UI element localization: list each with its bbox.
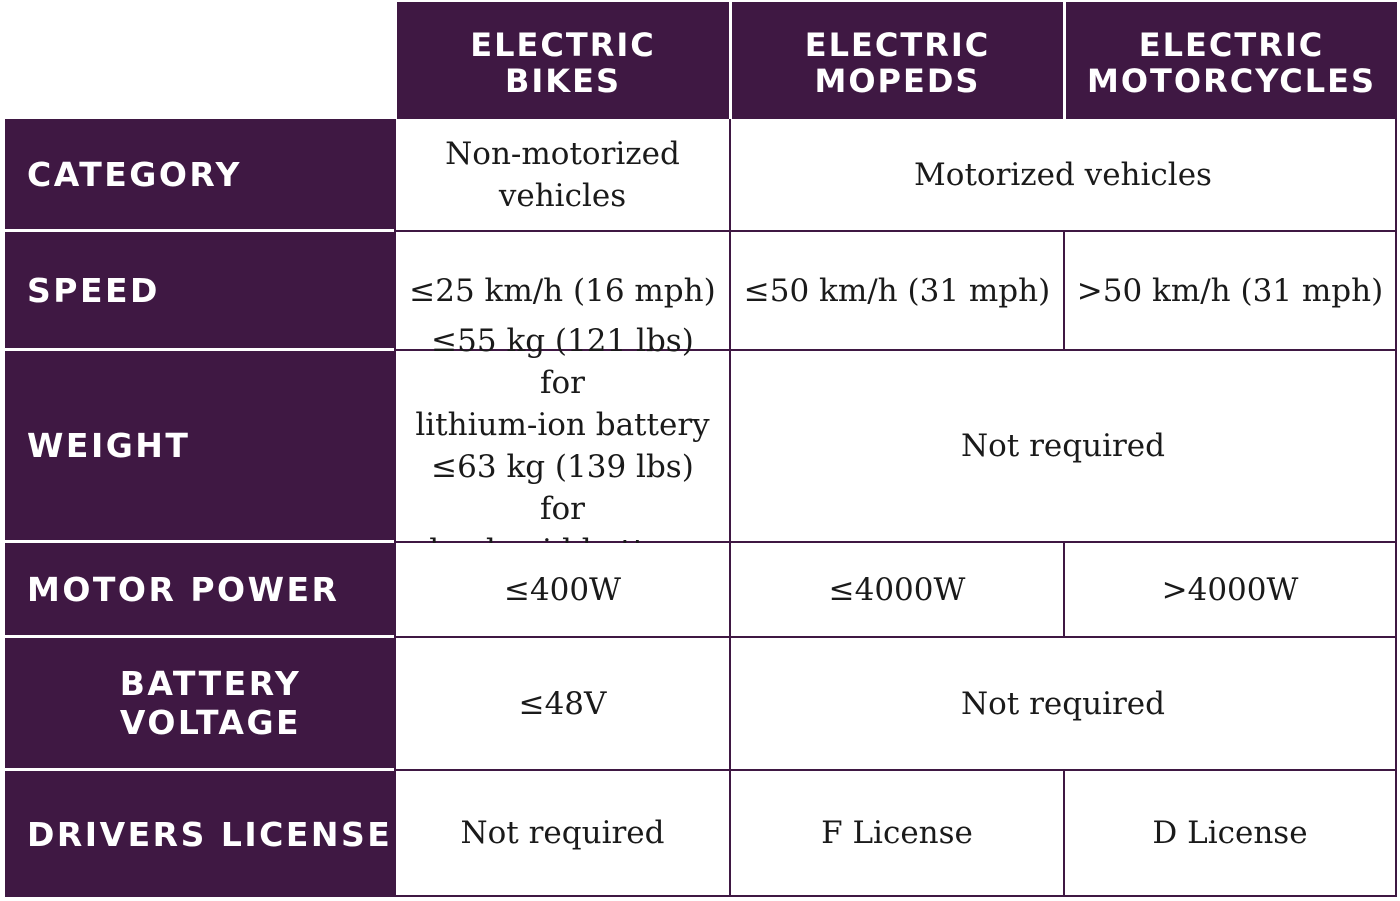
- cell-text: F License: [821, 815, 973, 851]
- cell-text: Not required: [961, 685, 1165, 722]
- row-header-speed: SPEED: [5, 232, 394, 351]
- battery-voltage-bikes-cell: [394, 638, 729, 771]
- cell-text: >50 km/h (31 mph): [1076, 272, 1384, 309]
- table-corner: [5, 2, 394, 119]
- motor-power-motorcycles-cell: [1063, 543, 1397, 638]
- motor-power-bikes-cell: [394, 543, 729, 638]
- column-header-label: ELECTRIC MOTORCYCLES: [1086, 25, 1376, 100]
- cell-text: ≤48V: [518, 685, 607, 722]
- column-header-label: ELECTRIC MOPEDS: [804, 25, 991, 100]
- speed-motorcycles-cell: [1063, 232, 1397, 351]
- column-header-electric-motorcycles: [1063, 2, 1397, 119]
- drivers-license-mopeds-cell: [729, 771, 1063, 897]
- cell-text: D License: [1152, 815, 1308, 851]
- row-header-weight: WEIGHT: [5, 351, 394, 543]
- row-header-drivers-license: DRIVERS LICENSE: [5, 771, 394, 897]
- cell-text: >4000W: [1161, 571, 1299, 608]
- row-header-motor-power: MOTOR POWER: [5, 543, 394, 638]
- cell-text: Motorized vehicles: [914, 156, 1212, 193]
- category-bikes-cell: [394, 119, 729, 232]
- cell-text: Not required: [460, 815, 665, 851]
- row-header-battery-voltage: BATTERY VOLTAGE: [5, 638, 394, 771]
- cell-text: ≤50 km/h (31 mph): [743, 272, 1051, 309]
- column-header-electric-bikes: [394, 2, 729, 119]
- drivers-license-motorcycles-cell: [1063, 771, 1397, 897]
- cell-text: Not required: [961, 428, 1165, 464]
- comparison-table: [5, 2, 1397, 897]
- column-header-label: ELECTRIC BIKES: [470, 25, 656, 100]
- battery-voltage-mopeds-motorcycles-cell: [729, 638, 1397, 771]
- category-mopeds-motorcycles-cell: [729, 119, 1397, 232]
- drivers-license-bikes-cell: [394, 771, 729, 897]
- cell-text: Non-motorized vehicles: [445, 135, 680, 214]
- row-header-category: CATEGORY: [5, 119, 394, 232]
- cell-text: ≤55 kg (121 lbs) for lithium-ion battery ≤63 kg (139 lbs) for: [415, 323, 710, 527]
- weight-bikes-cell: [394, 323, 729, 543]
- cell-text: ≤25 km/h (16 mph): [409, 272, 716, 309]
- cell-text: ≤4000W: [828, 571, 966, 608]
- speed-mopeds-cell: [729, 232, 1063, 351]
- cell-text: ≤400W: [503, 571, 621, 608]
- column-header-electric-mopeds: [729, 2, 1063, 119]
- weight-mopeds-motorcycles-cell: [729, 351, 1397, 543]
- motor-power-mopeds-cell: [729, 543, 1063, 638]
